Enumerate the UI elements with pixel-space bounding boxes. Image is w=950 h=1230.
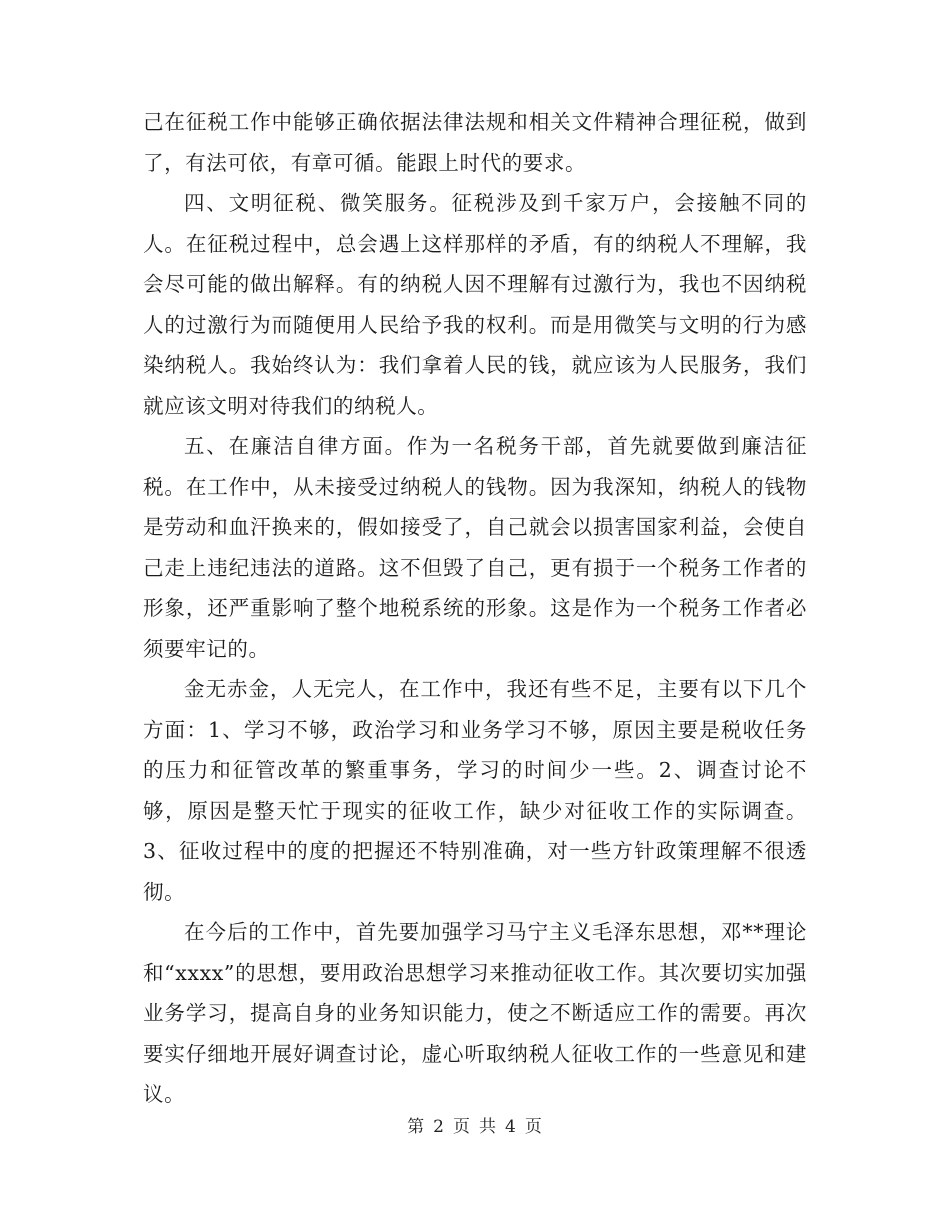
paragraph-integrity: 五、在廉洁自律方面。作为一名税务干部，首先就要做到廉洁征税。在工作中，从未接受过纳税人的钱物。因为我深知，纳税人的钱物是劳动和血汗换来的，假如接受了，自己就会以损害国家利益，会使自己走上违纪违法的道路。这不但毁了自己，更有损于一个税务工作者的形象，还严重影响了整个地税系统的形象。这是作为一个税务工作者必须要牢记的。 (143, 434, 807, 661)
paragraph-future-plans: 在今后的工作中，首先要加强学习马宁主义毛泽东思想，邓**理论和“xxxx”的思想，要用政治思想学习来推动征收工作。其次要切实加强业务学习，提高自身的业务知识能力，使之不断适应工作的需要。再次要实仔细地开展好调查讨论，虚心听取纳税人征收工作的一些意见和建议。 (143, 920, 807, 1106)
footer-label-gong: 共 (479, 1117, 497, 1137)
footer-total-pages: 4 (505, 1117, 517, 1137)
page-footer (0, 1112, 950, 1137)
footer-current-page: 2 (433, 1117, 445, 1137)
paragraph-civilized-service: 四、文明征税、微笑服务。征税涉及到千家万户，会接触不同的人。在征税过程中，总会遇上这样那样的矛盾，有的纳税人不理解，我会尽可能的做出解释。有的纳税人因不理解有过激行为，我也不因纳税人的过激行为而随便用人民给予我的权利。而是用微笑与文明的行为感染纳税人。我始终认为：我们拿着人民的钱，就应该为人民服务，我们就应该文明对待我们的纳税人。 (143, 191, 807, 418)
footer-label-ye-2: 页 (524, 1117, 543, 1137)
paragraph-shortcomings: 金无赤金，人无完人，在工作中，我还有些不足，主要有以下几个方面：1、学习不够，政治学习和业务学习不够，原因主要是税收任务的压力和征管改革的繁重事务，学习的时间少一些。2、调查讨论不够，原因是整天忙于现实的征收工作，缺少对征收工作的实际调查。3、征收过程中的度的把握还不特别准确，对一些方针政策理解不很透彻。 (143, 677, 807, 904)
footer-label-ye: 页 (453, 1117, 471, 1137)
document-body (143, 102, 807, 1115)
paragraph-continuation: 己在征税工作中能够正确依据法律法规和相关文件精神合理征税，做到了，有法可依，有章可循。能跟上时代的要求。 (143, 110, 807, 175)
footer-label-di: 第 (407, 1117, 426, 1137)
